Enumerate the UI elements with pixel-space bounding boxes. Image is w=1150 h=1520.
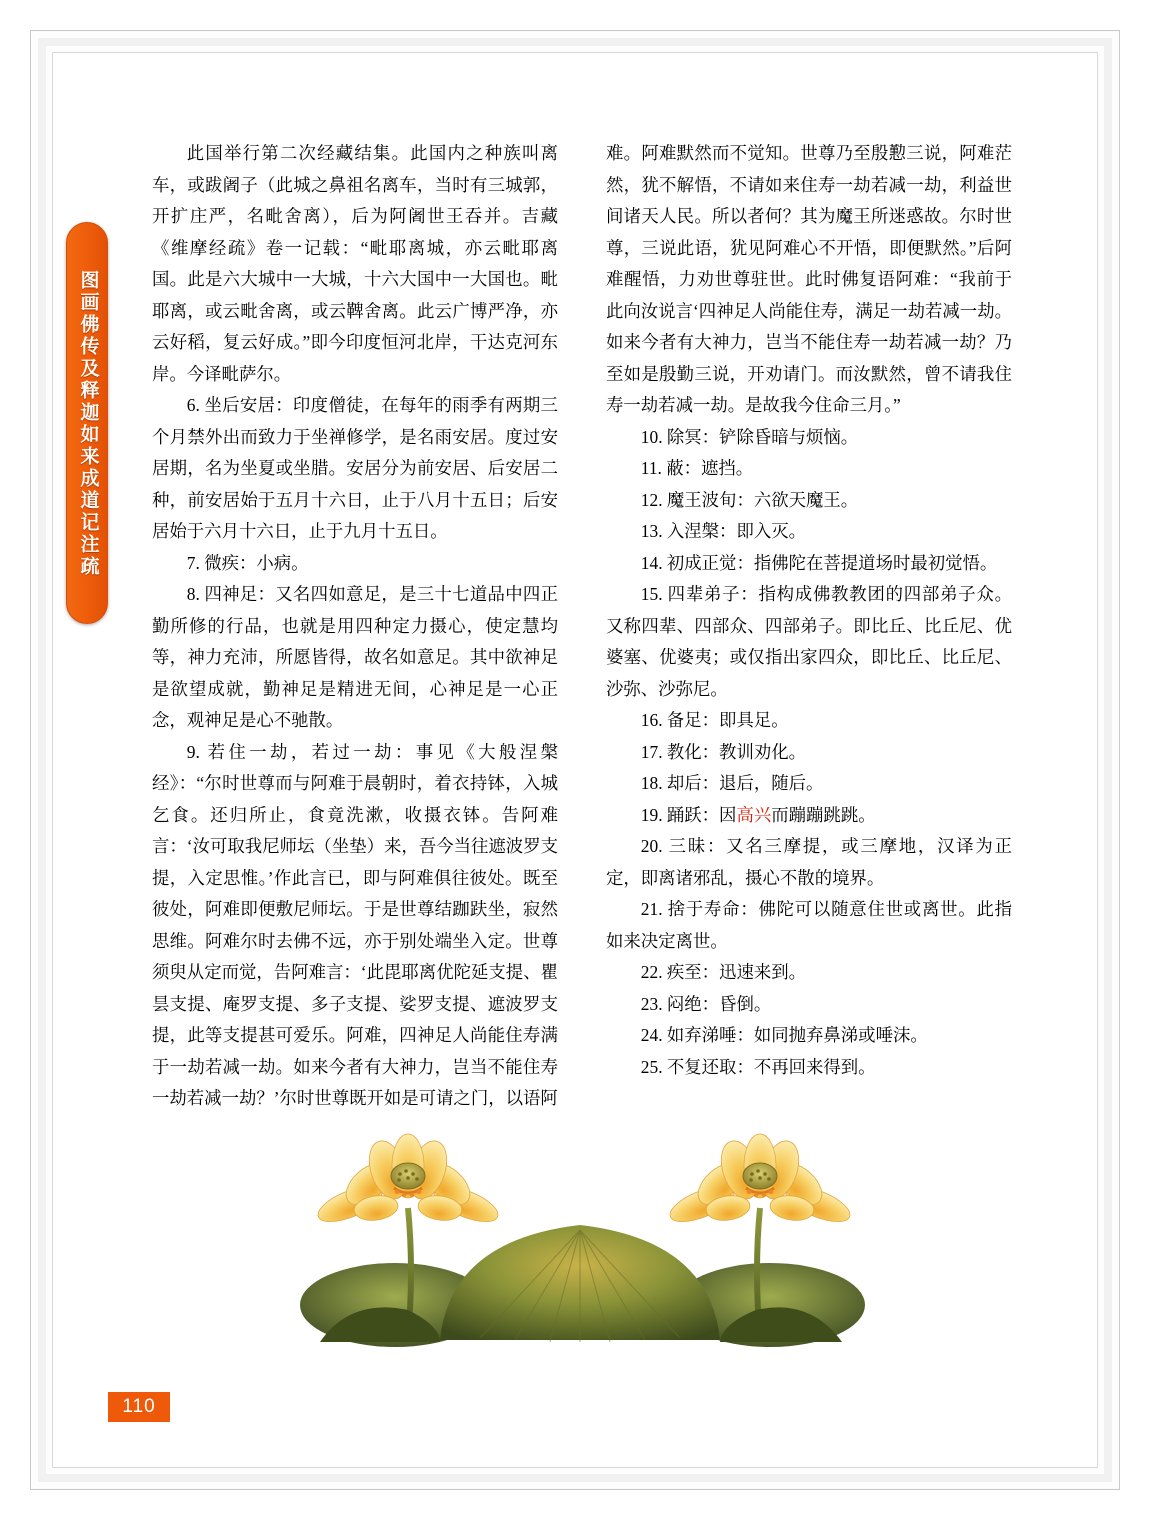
chapter-side-tab: [66, 222, 108, 624]
note-item: 11. 蔽：遮挡。: [640, 458, 754, 478]
paragraph: 难。阿难默然而不觉知。世尊乃至殷懃三说，阿难茫然，犹不解悟，不请如来住寿一劫若减一劫，利益世间诸天人民。所以者何？其为魔王所迷惑故。尔时世尊，三说此语，犹见阿难心不开悟，即便默然。”后阿难醒悟，力劝世尊驻世。此时佛复语阿难：“我前于此向汝说言‘四神足人尚能住寿，满足一劫若减一劫。如来今者有大神力，岂当不能住寿一劫若减一劫？乃至如是殷勤三说，开劝请门。而汝默然，曾不请我住寿一劫若减一劫。是故我今住命三月。”: [606, 143, 1012, 415]
note-item: 16. 备足：即具足。: [640, 710, 789, 730]
note-item: 14. 初成正觉：指佛陀在菩提道场时最初觉悟。: [640, 552, 998, 573]
note-item: 22. 疾至：迅速来到。: [640, 962, 807, 982]
lotus-flowers-illustration: [290, 1090, 870, 1350]
left-column: [152, 138, 558, 1115]
note-item: 18. 却后：退后，随后。: [640, 773, 824, 793]
note-item: 6. 坐后安居：印度僧徒，在每年的雨季有两期三个月禁外出而致力于坐禅修学，是名雨安居。度过安居期，名为坐夏或坐腊。安居分为前安居、后安居二种，前安居始于五月十六日，止于八月十五日；后安居始于六月十六日，止于九月十五日。: [152, 395, 558, 541]
page-number-badge: 110: [108, 1392, 170, 1422]
note-item: 12. 魔王波旬：六欲天魔王。: [640, 489, 859, 510]
note-item: 15. 四辈弟子：指构成佛教教团的四部弟子众。又称四辈、四部众、四部弟子。即比丘、比丘尼、优婆塞、优婆夷；或仅指出家四众，即比丘、比丘尼、沙弥、沙弥尼。: [606, 584, 1012, 699]
note-item: 10. 除冥：铲除昏暗与烦恼。: [640, 426, 859, 447]
right-column: [606, 138, 1012, 1115]
note-item: 21. 捨于寿命：佛陀可以随意住世或离世。此指如来决定离世。: [606, 899, 1012, 951]
note-item: 19. 踊跃：因高兴而蹦蹦跳跳。: [640, 804, 876, 825]
note-item: 23. 闷绝：昏倒。: [640, 993, 772, 1014]
paragraph: 此国举行第二次经藏结集。此国内之种族叫离车，或跋阇子（此城之鼻祖名离车，当时有三城郭，开扩庄严，名毗舍离），后为阿阇世王吞并。吉藏《维摩经疏》卷一记载：“毗耶离城，亦云毗耶离国。此是六大城中一大城，十六大国中一大国也。毗耶离，或云毗舍离，或云鞞舍离。此云广博严净，亦云好稻，复云好成。”即今印度恒河北岸，干达克河东岸。今译毗萨尔。: [152, 143, 558, 384]
note-item: 7. 微疾：小病。: [186, 552, 309, 573]
note-item: 8. 四神足：又名四如意足，是三十七道品中四正勤所修的行品，也就是用四种定力摄心，使定慧均等，神力充沛，所愿皆得，故名如意足。其中欲神足是欲望成就，勤神足是精进无间，心神足是一心正念，观神足是心不驰散。: [152, 584, 558, 730]
chapter-side-tab-label: 图画佛传及释迦如来成道记注疏: [77, 270, 99, 578]
note-item: 17. 教化：教训劝化。: [640, 741, 807, 762]
note-item: 25. 不复还取：不再回来得到。: [640, 1056, 876, 1077]
body-text-columns: [152, 138, 1012, 1115]
note-item: 13. 入涅槃：即入灭。: [640, 521, 807, 541]
note-item: 20. 三昧：又名三摩提，或三摩地，汉译为正定，即离诸邪乱，摄心不散的境界。: [606, 836, 1012, 888]
note-item: 24. 如弃涕唾：如同抛弃鼻涕或唾沫。: [640, 1025, 928, 1045]
note-item: 9. 若住一劫，若过一劫：事见《大般涅槃经》：“尔时世尊而与阿难于晨朝时，着衣持钵，入城乞食。还归所止，食竟洗漱，收摄衣钵。告阿难言：‘汝可取我尼师坛（坐垫）来，吾今当往遮波罗支提，入定思惟。’作此言已，即与阿难俱往彼处。既至彼处，阿难即便敷尼师坛。于是世尊结跏趺坐，寂然思维。阿难尔时去佛不远，亦于别处端坐入定。世尊须臾从定而觉，告阿难言：‘此毘耶离优陀延支提、瞿昙支提、庵罗支提、多子支提、娑罗支提、遮波罗支提，此等支提甚可爱乐。阿难，四神足人尚能住寿满于一劫若减一劫。如来今者有大神力，岂当不能住寿一劫若减一劫？’尔时世尊既开如是可请之门，以语阿: [152, 741, 558, 1108]
